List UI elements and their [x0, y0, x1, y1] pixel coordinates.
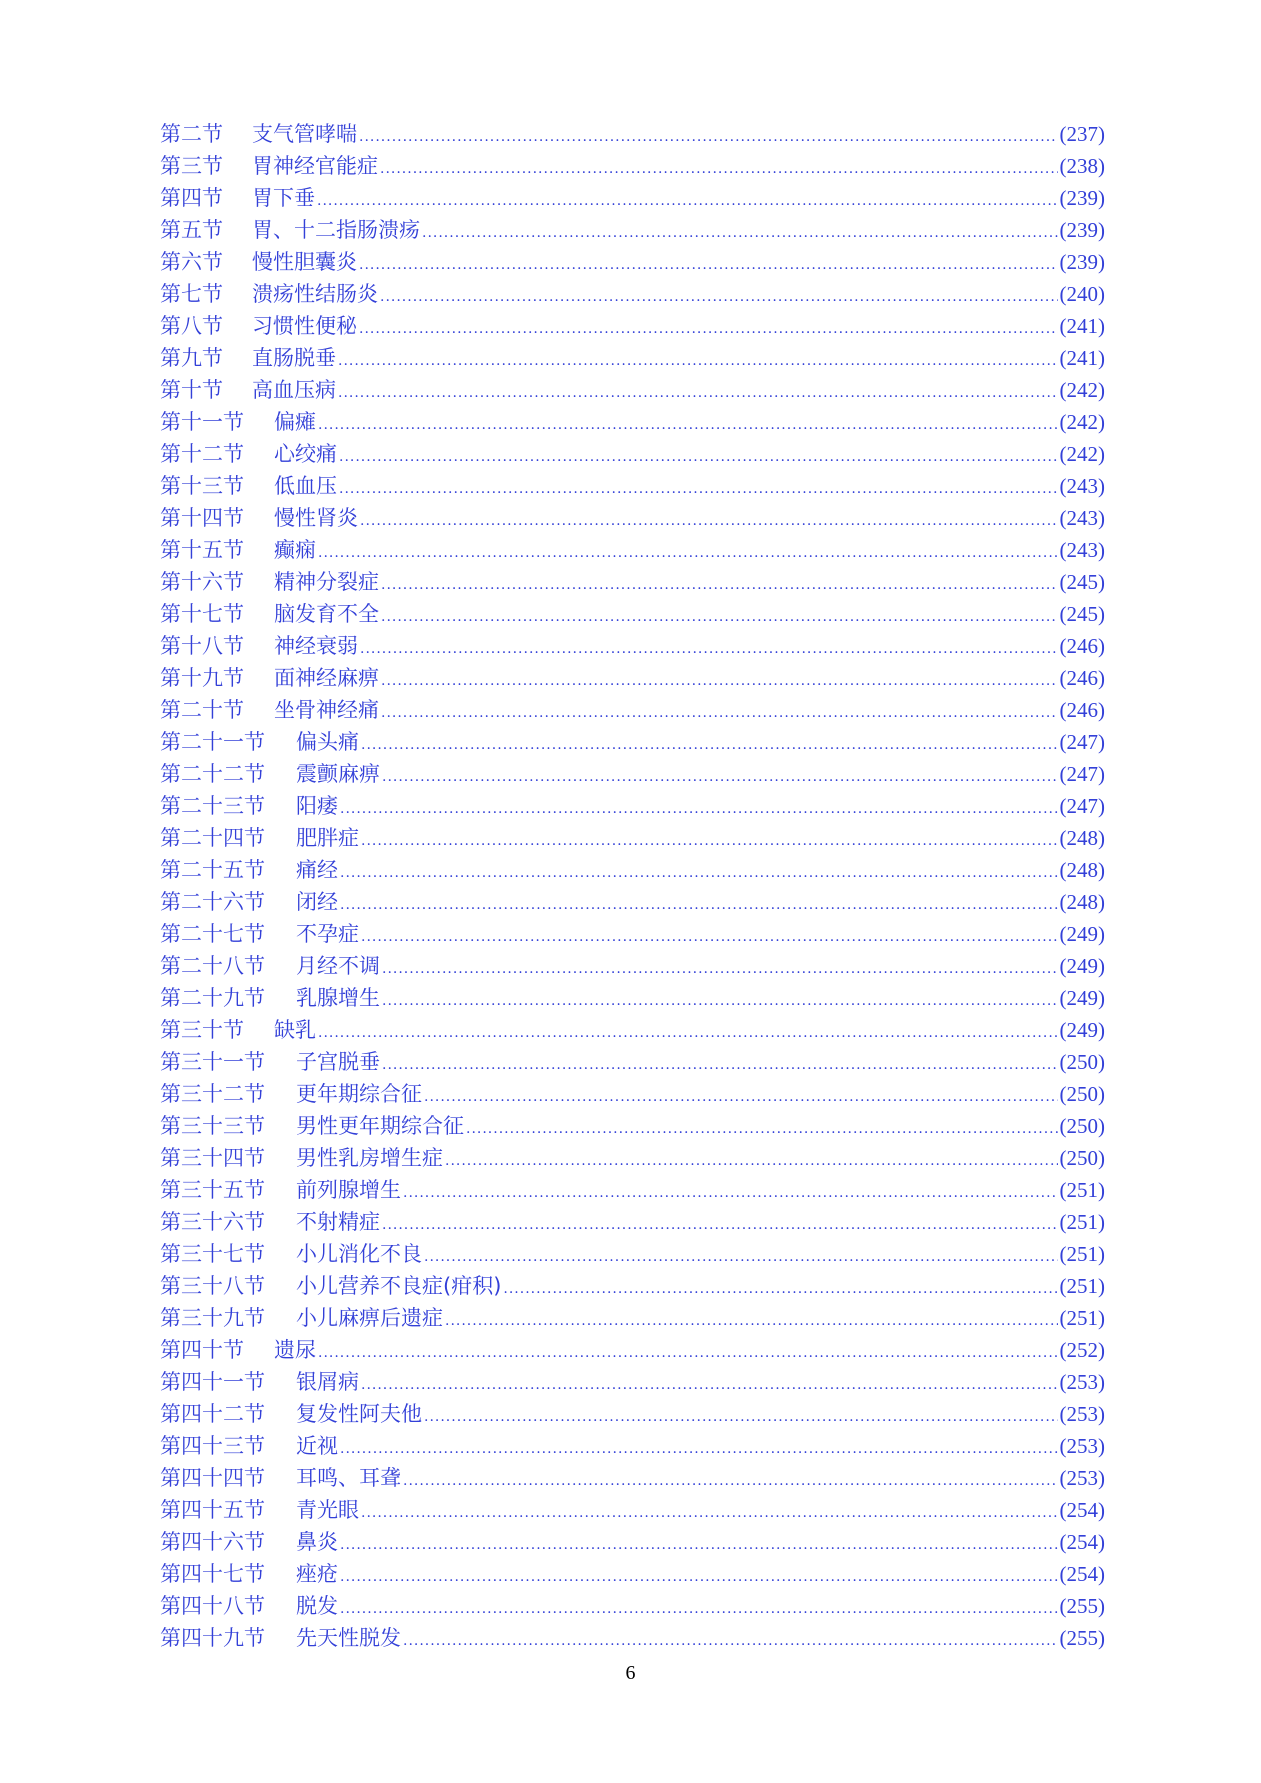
- toc-page-ref: (247): [1059, 794, 1105, 818]
- toc-entry[interactable]: [160, 214, 1105, 246]
- toc-entry[interactable]: [160, 694, 1105, 726]
- toc-page-ref: (250): [1059, 1146, 1105, 1170]
- toc-section-label: 第四十节: [160, 1338, 244, 1362]
- toc-section-label: 第三十一节: [160, 1050, 265, 1074]
- toc-page-ref: (238): [1059, 154, 1105, 178]
- toc-entry[interactable]: [160, 1142, 1105, 1174]
- toc-page-ref: (247): [1059, 730, 1105, 754]
- toc-page-ref: (242): [1059, 378, 1105, 402]
- toc-entry-title: 低血压: [274, 474, 337, 498]
- toc-entry-title: 胃、十二指肠溃疡: [252, 218, 420, 242]
- toc-entry-title: 银屑病: [296, 1370, 359, 1394]
- toc-entry[interactable]: [160, 1302, 1105, 1334]
- toc-entry[interactable]: [160, 534, 1105, 566]
- toc-entry-title: 脑发育不全: [274, 602, 379, 626]
- toc-page-ref: (253): [1059, 1466, 1105, 1490]
- toc-page-ref: (246): [1059, 698, 1105, 722]
- dot-leader: [445, 1305, 1058, 1337]
- dot-leader: [403, 1177, 1058, 1209]
- dot-leader: [361, 825, 1058, 857]
- toc-entry[interactable]: [160, 310, 1105, 342]
- toc-entry-title: 鼻炎: [296, 1530, 338, 1554]
- toc-section-label: 第三十三节: [160, 1114, 265, 1138]
- toc-entry[interactable]: [160, 1622, 1105, 1654]
- toc-entry[interactable]: [160, 790, 1105, 822]
- dot-leader: [359, 249, 1058, 281]
- toc-entry[interactable]: [160, 246, 1105, 278]
- dot-leader: [382, 1209, 1058, 1241]
- dot-leader: [380, 281, 1058, 313]
- toc-entry-title: 闭经: [296, 890, 338, 914]
- toc-section-label: 第七节: [160, 282, 223, 306]
- toc-entry-title: 不射精症: [296, 1210, 380, 1234]
- table-of-contents: [160, 118, 1105, 1654]
- toc-entry[interactable]: [160, 758, 1105, 790]
- toc-entry[interactable]: [160, 1590, 1105, 1622]
- toc-entry[interactable]: [160, 118, 1105, 150]
- toc-page-ref: (253): [1059, 1434, 1105, 1458]
- toc-section-label: 第三十节: [160, 1018, 244, 1042]
- toc-entry[interactable]: [160, 950, 1105, 982]
- toc-entry[interactable]: [160, 1334, 1105, 1366]
- toc-entry-title: 近视: [296, 1434, 338, 1458]
- dot-leader: [340, 1529, 1058, 1561]
- toc-entry-title: 前列腺增生: [296, 1178, 401, 1202]
- toc-section-label: 第九节: [160, 346, 223, 370]
- toc-entry[interactable]: [160, 1110, 1105, 1142]
- dot-leader: [318, 537, 1058, 569]
- toc-entry[interactable]: [160, 150, 1105, 182]
- toc-entry[interactable]: [160, 502, 1105, 534]
- toc-entry[interactable]: [160, 1270, 1105, 1302]
- toc-entry-title: 遗尿: [274, 1338, 316, 1362]
- dot-leader: [380, 153, 1058, 185]
- dot-leader: [340, 889, 1058, 921]
- toc-page-ref: (241): [1059, 346, 1105, 370]
- toc-entry-title: 直肠脱垂: [252, 346, 336, 370]
- toc-entry[interactable]: [160, 406, 1105, 438]
- dot-leader: [339, 441, 1058, 473]
- dot-leader: [382, 985, 1058, 1017]
- toc-section-label: 第四十八节: [160, 1594, 265, 1618]
- toc-page-ref: (250): [1059, 1114, 1105, 1138]
- dot-leader: [360, 505, 1058, 537]
- toc-page-ref: (239): [1059, 186, 1105, 210]
- toc-section-label: 第十四节: [160, 506, 244, 530]
- toc-section-label: 第六节: [160, 250, 223, 274]
- toc-section-label: 第三十六节: [160, 1210, 265, 1234]
- toc-section-label: 第四十五节: [160, 1498, 265, 1522]
- dot-leader: [318, 1337, 1058, 1369]
- toc-entry[interactable]: [160, 182, 1105, 214]
- toc-entry[interactable]: [160, 918, 1105, 950]
- toc-entry-title: 耳鸣、耳聋: [296, 1466, 401, 1490]
- toc-entry[interactable]: [160, 1014, 1105, 1046]
- dot-leader: [338, 345, 1058, 377]
- toc-entry[interactable]: [160, 886, 1105, 918]
- dot-leader: [361, 1369, 1058, 1401]
- dot-leader: [340, 1433, 1058, 1465]
- toc-page-ref: (239): [1059, 250, 1105, 274]
- toc-entry-title: 月经不调: [296, 954, 380, 978]
- toc-entry-title: 缺乳: [274, 1018, 316, 1042]
- toc-section-label: 第四十四节: [160, 1466, 265, 1490]
- toc-entry-title: 男性更年期综合征: [296, 1114, 464, 1138]
- toc-section-label: 第二十六节: [160, 890, 265, 914]
- toc-section-label: 第二节: [160, 122, 223, 146]
- toc-page-ref: (242): [1059, 442, 1105, 466]
- toc-page-ref: (252): [1059, 1338, 1105, 1362]
- toc-page-ref: (249): [1059, 922, 1105, 946]
- dot-leader: [381, 569, 1058, 601]
- toc-section-label: 第十三节: [160, 474, 244, 498]
- toc-page-ref: (248): [1059, 826, 1105, 850]
- toc-section-label: 第十五节: [160, 538, 244, 562]
- toc-section-label: 第二十节: [160, 698, 244, 722]
- toc-entry[interactable]: [160, 1206, 1105, 1238]
- toc-entry-title: 癫痫: [274, 538, 316, 562]
- toc-entry-title: 胃神经官能症: [252, 154, 378, 178]
- toc-entry-title: 男性乳房增生症: [296, 1146, 443, 1170]
- toc-entry-title: 面神经麻痹: [274, 666, 379, 690]
- toc-page-ref: (240): [1059, 282, 1105, 306]
- toc-page-ref: (241): [1059, 314, 1105, 338]
- dot-leader: [339, 473, 1058, 505]
- toc-section-label: 第四十三节: [160, 1434, 265, 1458]
- toc-page-ref: (237): [1059, 122, 1105, 146]
- toc-page-ref: (251): [1059, 1274, 1105, 1298]
- toc-section-label: 第三十四节: [160, 1146, 265, 1170]
- toc-section-label: 第二十九节: [160, 986, 265, 1010]
- toc-entry[interactable]: [160, 630, 1105, 662]
- toc-entry[interactable]: [160, 278, 1105, 310]
- toc-section-label: 第四十二节: [160, 1402, 265, 1426]
- toc-page-ref: (242): [1059, 410, 1105, 434]
- dot-leader: [360, 633, 1058, 665]
- toc-page-ref: (248): [1059, 858, 1105, 882]
- toc-page-ref: (254): [1059, 1498, 1105, 1522]
- toc-page-ref: (248): [1059, 890, 1105, 914]
- toc-entry-title: 子宫脱垂: [296, 1050, 380, 1074]
- dot-leader: [318, 409, 1058, 441]
- toc-section-label: 第五节: [160, 218, 223, 242]
- toc-entry-title: 神经衰弱: [274, 634, 358, 658]
- toc-page-ref: (255): [1059, 1626, 1105, 1650]
- toc-page-ref: (250): [1059, 1050, 1105, 1074]
- dot-leader: [361, 1497, 1058, 1529]
- toc-entry[interactable]: [160, 726, 1105, 758]
- toc-page-ref: (243): [1059, 474, 1105, 498]
- toc-page-ref: (245): [1059, 602, 1105, 626]
- toc-section-label: 第四十一节: [160, 1370, 265, 1394]
- toc-entry-title: 不孕症: [296, 922, 359, 946]
- toc-page-ref: (251): [1059, 1210, 1105, 1234]
- toc-page-ref: (245): [1059, 570, 1105, 594]
- dot-leader: [318, 1017, 1058, 1049]
- dot-leader: [340, 1593, 1058, 1625]
- toc-entry-title: 乳腺增生: [296, 986, 380, 1010]
- toc-page-ref: (253): [1059, 1370, 1105, 1394]
- toc-page-ref: (249): [1059, 1018, 1105, 1042]
- toc-section-label: 第三十二节: [160, 1082, 265, 1106]
- dot-leader: [361, 921, 1058, 953]
- dot-leader: [361, 729, 1058, 761]
- toc-entry-title: 小儿消化不良: [296, 1242, 422, 1266]
- toc-entry[interactable]: [160, 1078, 1105, 1110]
- dot-leader: [382, 953, 1058, 985]
- toc-entry-title: 偏头痛: [296, 730, 359, 754]
- toc-section-label: 第四十六节: [160, 1530, 265, 1554]
- dot-leader: [359, 313, 1058, 345]
- toc-entry-title: 更年期综合征: [296, 1082, 422, 1106]
- toc-entry-title: 痛经: [296, 858, 338, 882]
- toc-section-label: 第二十五节: [160, 858, 265, 882]
- toc-entry-title: 支气管哮喘: [252, 122, 357, 146]
- toc-entry[interactable]: [160, 1366, 1105, 1398]
- toc-entry-title: 高血压病: [252, 378, 336, 402]
- toc-section-label: 第二十一节: [160, 730, 265, 754]
- dot-leader: [424, 1081, 1058, 1113]
- toc-page-ref: (249): [1059, 954, 1105, 978]
- dot-leader: [340, 1561, 1058, 1593]
- toc-entry[interactable]: [160, 1046, 1105, 1078]
- toc-entry[interactable]: [160, 374, 1105, 406]
- toc-page-ref: (246): [1059, 666, 1105, 690]
- toc-entry[interactable]: [160, 598, 1105, 630]
- toc-page-ref: (254): [1059, 1562, 1105, 1586]
- toc-entry[interactable]: [160, 470, 1105, 502]
- toc-page-ref: (243): [1059, 538, 1105, 562]
- toc-section-label: 第三十五节: [160, 1178, 265, 1202]
- toc-entry-title: 偏瘫: [274, 410, 316, 434]
- toc-entry-title: 溃疡性结肠炎: [252, 282, 378, 306]
- toc-section-label: 第十七节: [160, 602, 244, 626]
- toc-entry[interactable]: [160, 1430, 1105, 1462]
- toc-page-ref: (255): [1059, 1594, 1105, 1618]
- toc-page-ref: (253): [1059, 1402, 1105, 1426]
- toc-section-label: 第四十七节: [160, 1562, 265, 1586]
- dot-leader: [382, 1049, 1058, 1081]
- toc-entry[interactable]: [160, 1398, 1105, 1430]
- dot-leader: [503, 1273, 1057, 1305]
- dot-leader: [381, 601, 1058, 633]
- toc-entry-title: 青光眼: [296, 1498, 359, 1522]
- toc-entry-title: 慢性肾炎: [274, 506, 358, 530]
- toc-entry-title: 痤疮: [296, 1562, 338, 1586]
- dot-leader: [338, 377, 1058, 409]
- toc-section-label: 第二十四节: [160, 826, 265, 850]
- dot-leader: [445, 1145, 1058, 1177]
- dot-leader: [424, 1401, 1058, 1433]
- toc-section-label: 第三十九节: [160, 1306, 265, 1330]
- toc-section-label: 第二十七节: [160, 922, 265, 946]
- toc-entry[interactable]: [160, 1238, 1105, 1270]
- toc-entry[interactable]: [160, 1174, 1105, 1206]
- toc-entry-title: 胃下垂: [252, 186, 315, 210]
- toc-page-ref: (247): [1059, 762, 1105, 786]
- toc-page-ref: (251): [1059, 1178, 1105, 1202]
- dot-leader: [340, 857, 1058, 889]
- toc-entry-title: 复发性阿夫他: [296, 1402, 422, 1426]
- toc-entry[interactable]: [160, 1558, 1105, 1590]
- dot-leader: [403, 1465, 1058, 1497]
- toc-page-ref: (251): [1059, 1242, 1105, 1266]
- dot-leader: [317, 185, 1058, 217]
- toc-entry-title: 慢性胆囊炎: [252, 250, 357, 274]
- toc-entry[interactable]: [160, 438, 1105, 470]
- toc-section-label: 第四节: [160, 186, 223, 210]
- toc-page-ref: (250): [1059, 1082, 1105, 1106]
- toc-section-label: 第十八节: [160, 634, 244, 658]
- dot-leader: [422, 217, 1058, 249]
- toc-section-label: 第四十九节: [160, 1626, 265, 1650]
- toc-section-label: 第三十八节: [160, 1274, 265, 1298]
- toc-section-label: 第十六节: [160, 570, 244, 594]
- toc-section-label: 第八节: [160, 314, 223, 338]
- toc-entry-title: 脱发: [296, 1594, 338, 1618]
- dot-leader: [382, 761, 1058, 793]
- toc-entry[interactable]: [160, 342, 1105, 374]
- toc-entry-title: 心绞痛: [274, 442, 337, 466]
- toc-entry-title: 肥胖症: [296, 826, 359, 850]
- toc-page-ref: (243): [1059, 506, 1105, 530]
- dot-leader: [359, 121, 1058, 153]
- toc-entry-title: 小儿营养不良症(疳积): [296, 1274, 502, 1298]
- toc-entry[interactable]: [160, 822, 1105, 854]
- dot-leader: [381, 665, 1058, 697]
- toc-entry-title: 精神分裂症: [274, 570, 379, 594]
- toc-entry-title: 坐骨神经痛: [274, 698, 379, 722]
- dot-leader: [381, 697, 1058, 729]
- toc-page-ref: (249): [1059, 986, 1105, 1010]
- toc-section-label: 第十节: [160, 378, 223, 402]
- toc-page-ref: (251): [1059, 1306, 1105, 1330]
- toc-section-label: 第十九节: [160, 666, 244, 690]
- toc-page-ref: (246): [1059, 634, 1105, 658]
- toc-entry[interactable]: [160, 854, 1105, 886]
- toc-entry[interactable]: [160, 662, 1105, 694]
- toc-entry[interactable]: [160, 1462, 1105, 1494]
- toc-entry[interactable]: [160, 1494, 1105, 1526]
- toc-section-label: 第十一节: [160, 410, 244, 434]
- dot-leader: [466, 1113, 1058, 1145]
- toc-section-label: 第三十七节: [160, 1242, 265, 1266]
- toc-entry-title: 先天性脱发: [296, 1626, 401, 1650]
- toc-entry-title: 阳痿: [296, 794, 338, 818]
- dot-leader: [340, 793, 1058, 825]
- toc-section-label: 第三节: [160, 154, 223, 178]
- toc-entry[interactable]: [160, 982, 1105, 1014]
- toc-entry-title: 震颤麻痹: [296, 762, 380, 786]
- toc-section-label: 第二十八节: [160, 954, 265, 978]
- toc-page-ref: (239): [1059, 218, 1105, 242]
- toc-page-ref: (254): [1059, 1530, 1105, 1554]
- toc-section-label: 第二十三节: [160, 794, 265, 818]
- toc-entry[interactable]: [160, 566, 1105, 598]
- page-number: 6: [625, 1662, 636, 1684]
- toc-entry-title: 习惯性便秘: [252, 314, 357, 338]
- dot-leader: [424, 1241, 1058, 1273]
- toc-section-label: 第十二节: [160, 442, 244, 466]
- toc-entry[interactable]: [160, 1526, 1105, 1558]
- dot-leader: [403, 1625, 1058, 1657]
- toc-section-label: 第二十二节: [160, 762, 265, 786]
- toc-entry-title: 小儿麻痹后遗症: [296, 1306, 443, 1330]
